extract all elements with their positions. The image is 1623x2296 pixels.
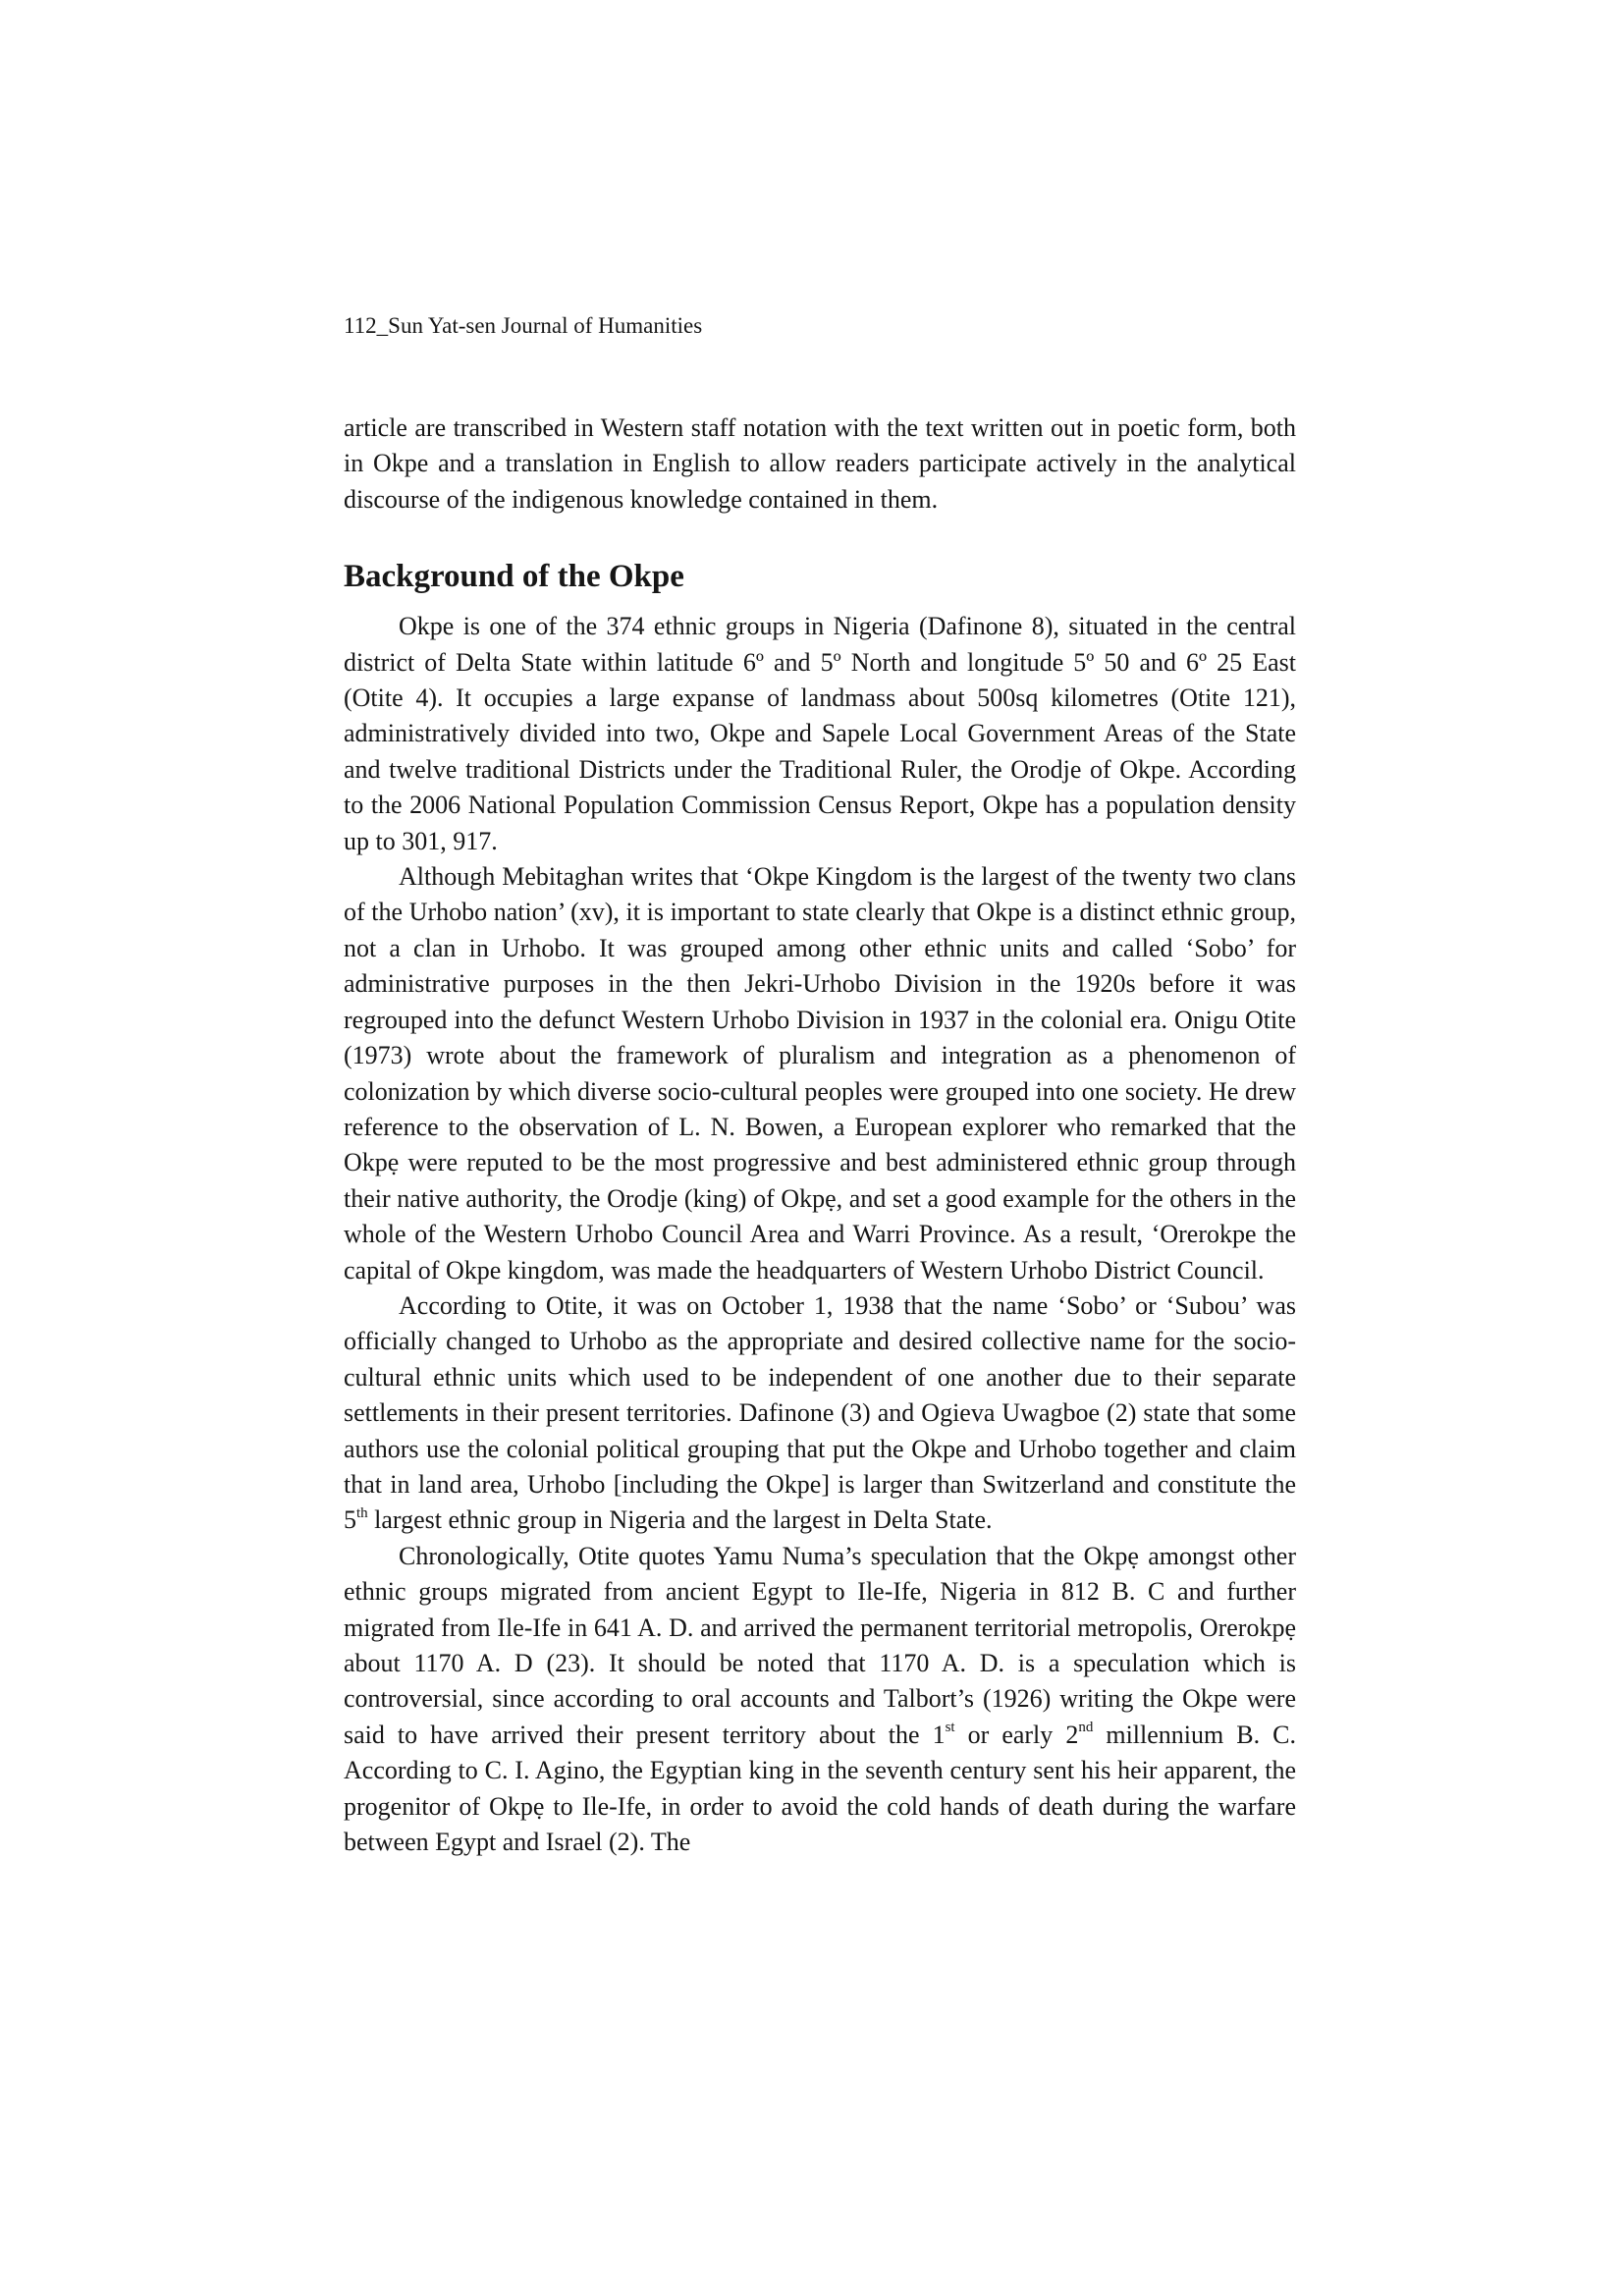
article-body bbox=[344, 410, 1296, 1860]
paragraph-4-text-a: Chronologically, Otite quotes Yamu Numa’s speculation that the Okpẹ amongst other ethnic groups migrated from ancient Egypt to Ile-Ife, Nigeria in 812 B. C and further migrated from Ile-Ife in 641 A. D. and arrived the permanent territorial metropolis, Orerokpẹ about 1170 A. D (23). It should be noted that 1170 A. D. is a speculation which is controversial, since according to oral accounts and Talbort’s (1926) writing the Okpe were said to have arrived their present territory about the 1 bbox=[344, 1541, 1296, 1749]
paragraph-2: Although Mebitaghan writes that ‘Okpe Kingdom is the largest of the twenty two clans of the Urhobo nation’ (xv), it is important to state clearly that Okpe is a distinct ethnic group, not a clan in Urhobo. It was grouped among other ethnic units and called ‘Sobo’ for administrative purposes in the then Jekri-Urhobo Division in the 1920s before it was regrouped into the defunct Western Urhobo Division in 1937 in the colonial era. Onigu Otite (1973) wrote about the framework of pluralism and integration as a phenomenon of colonization by which diverse socio-cultural peoples were grouped into one society. He drew reference to the observation of L. N. Bowen, a European explorer who remarked that the Okpẹ were reputed to be the most progressive and best administered ethnic group through their native authority, the Orodje (king) of Okpẹ, and set a good example for the others in the whole of the Western Urhobo Council Area and Warri Province. As a result, ‘Orerokpe the capital of Okpe kingdom, was made the headquarters of Western Urhobo District Council. bbox=[344, 862, 1296, 1285]
ordinal-superscript: th bbox=[356, 1504, 368, 1521]
intro-paragraph: article are transcribed in Western staff notation with the text written out in poetic form, both in Okpe and a translation in English to allow readers participate actively in the analytical discourse of the indigenous knowledge contained in them. bbox=[344, 413, 1296, 514]
paragraph-4 bbox=[344, 1539, 1296, 1861]
paragraph-4-text-c: millennium B. C. According to C. I. Agino, the Egyptian king in the seventh century sent his heir apparent, the progenitor of Okpẹ to Ile-Ife, in order to avoid the cold hands of death during the warfare between Egypt and Israel (2). The bbox=[344, 1720, 1296, 1857]
ordinal-superscript: st bbox=[945, 1720, 955, 1736]
running-header: 112_Sun Yat-sen Journal of Humanities bbox=[344, 313, 703, 338]
ordinal-superscript: nd bbox=[1078, 1720, 1094, 1736]
paragraph-3 bbox=[344, 1288, 1296, 1539]
paragraph-4-text-b: or early 2 bbox=[954, 1720, 1079, 1749]
paragraph-3-text-a: According to Otite, it was on October 1, 1938 that the name ‘Sobo’ or ‘Subou’ was officially changed to Urhobo as the appropriate and desired collective name for the socio-cultural ethnic units which used to be independent of one another due to their separate settlements in their present territories. Dafinone (3) and Ogieva Uwagboe (2) state that some authors use the colonial political grouping that put the Okpe and Urhobo together and claim that in land area, Urhobo [including the Okpe] is larger than Switzerland and constitute the 5 bbox=[344, 1290, 1296, 1535]
section-heading: Background of the Okpe bbox=[344, 559, 684, 595]
paragraph-1: Okpe is one of the 374 ethnic groups in Nigeria (Dafinone 8), situated in the central district of Delta State within latitude 6º and 5º North and longitude 5º 50 and 6º 25 East (Otite 4). It occupies a large expanse of landmass about 500sq kilometres (Otite 121), administratively divided into two, Okpe and Sapele Local Government Areas of the State and twelve traditional Districts under the Traditional Ruler, the Orodje of Okpe. According to the 2006 National Population Commission Census Report, Okpe has a population density up to 301, 917. bbox=[344, 612, 1296, 855]
paragraph-3-text-b: largest ethnic group in Nigeria and the largest in Delta State. bbox=[367, 1505, 993, 1535]
